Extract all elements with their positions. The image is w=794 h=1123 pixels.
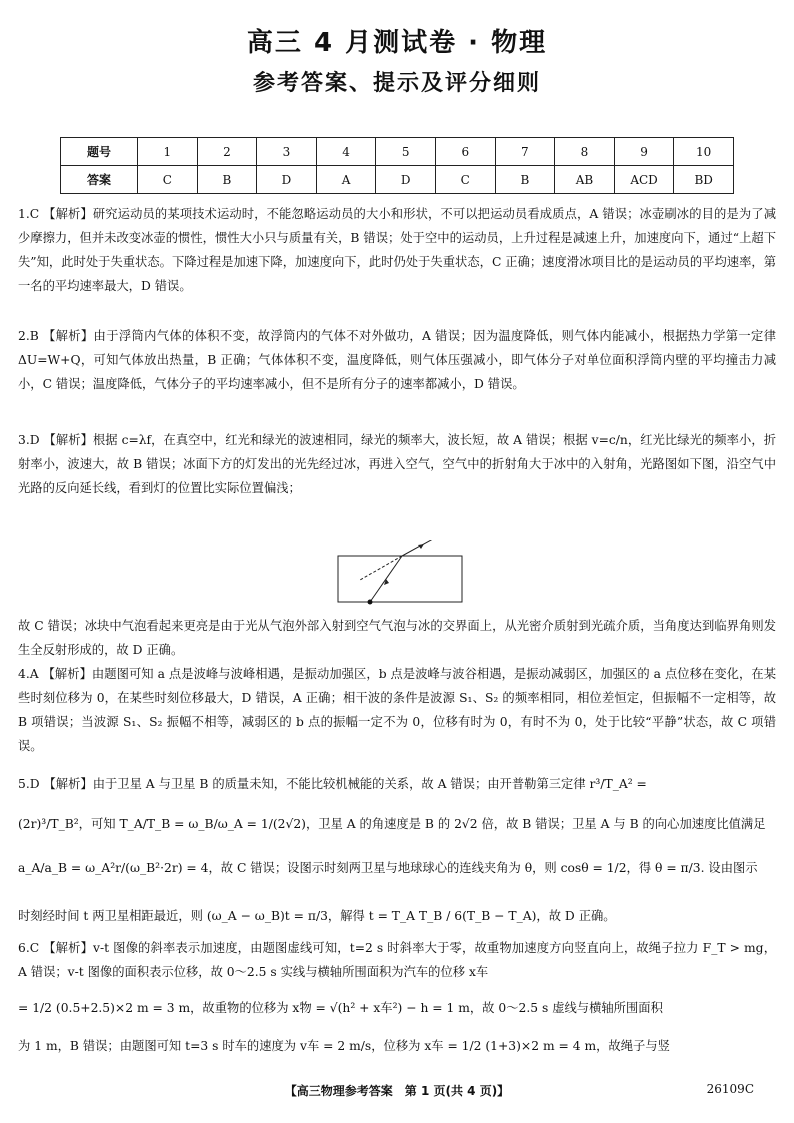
document-code: 26109C: [706, 1082, 754, 1096]
solution-4: 4.A 【解析】由题图可知 a 点是波峰与波峰相遇，是振动加强区，b 点是波峰与波谷相遇，是振动减弱区，加强区的 a 点位移在变化，在某些时刻位移为 0，在某些时刻位移最大，D 错误，A 正确；相干波的条件是波源 S₁、S₂ 的频率相同，相位差恒定，但振幅不一定相等，故 B 项错误；当波源 S₁、S₂ 振幅不相等，减弱区的 b 点的振幅一定不为 0，位移有时为 0，有时不为 0，处于比较“平静”状态，故 C 项错误。: [18, 667, 776, 753]
row-label-answer: 答案: [61, 166, 138, 194]
solution-3-part-2: 故 C 错误；冰块中气泡看起来更亮是由于光从气泡外部入射到空气气泡与冰的交界面上，从光密介质射到光疏介质，当角度达到临界角则发生全反射形成的，故 D 正确。: [18, 619, 776, 657]
question-number: 4: [316, 138, 376, 166]
answer-cell: A: [316, 166, 376, 194]
page-footer: 【高三物理参考答案 第 1 页(共 4 页)】: [284, 1084, 510, 1098]
question-number: 5: [376, 138, 436, 166]
answer-cell: C: [435, 166, 495, 194]
answer-cell: B: [495, 166, 555, 194]
solution-5-line-3: a_A/a_B = ω_A²r/(ω_B²·2r) = 4，故 C 错误；设图示时刻两卫星与地球球心的连线夹角为 θ，则 cosθ = 1/2，得 θ = π/3. 设由图示: [18, 861, 758, 875]
solution-5-line-2: (2r)³/T_B²，可知 T_A/T_B = ω_B/ω_A = 1/(2√2)，卫星 A 的角速度是 B 的 2√2 倍，故 B 错误；卫星 A 与 B 的向心加速度比值满足: [18, 817, 766, 831]
solution-3-part-1: 3.D 【解析】根据 c=λf，在真空中，红光和绿光的波速相同，绿光的频率大，波长短，故 A 错误；根据 v=c/n，红光比绿光的频率小，折射率小，波速大，故 B 错误；冰面下方的灯发出的光先经过冰，再进入空气，空气中的折射角大于冰中的入射角，光路图如下图，沿空气中光路的反向延长线，看到灯的位置比实际位置偏浅；: [18, 433, 776, 495]
solution-5-line-1: 5.D 【解析】由于卫星 A 与卫星 B 的质量未知，不能比较机械能的关系，故 A 错误；由开普勒第三定律 r³/T_A² =: [18, 777, 647, 791]
lamp-point: [368, 600, 373, 605]
solution-2: 2.B 【解析】由于浮筒内气体的体积不变，故浮筒内的气体不对外做功，A 错误；因为温度降低，则气体内能减小，根据热力学第一定律 ΔU=W+Q，可知气体放出热量，B 正确；气体体积不变，温度降低，则气体压强减小，即气体分子对单位面积浮筒内壁的平均撞击力减小，C 错误；温度降低，气体分子的平均速率减小，但不是所有分子的速率都减小，D 错误。: [18, 329, 776, 391]
answer-table-number-row: [61, 138, 734, 166]
question-number: 1: [138, 138, 198, 166]
ray-in-air: [402, 540, 442, 556]
solution-5-line-4: 时刻经时间 t 两卫星相距最近，则 (ω_A − ω_B)t = π/3，解得 t = T_A T_B / 6(T_B − T_A)，故 D 正确。: [18, 909, 616, 923]
solution-6-part-3: 为 1 m，B 错误；由题图可知 t=3 s 时车的速度为 v车 = 2 m/s，位移为 x车 = 1/2 (1+3)×2 m = 4 m，故绳子与竖: [18, 1039, 670, 1053]
answer-cell: ACD: [614, 166, 674, 194]
solution-1: 1.C 【解析】研究运动员的某项技术运动时，不能忽略运动员的大小和形状，不可以把运动员看成质点，A 错误；冰壶刷冰的目的是为了减少摩擦力，但并未改变冰壶的惯性，惯性大小只与质量有关，B 错误；处于空中的运动员，上升过程是减速上升，加速度向下，通过“上超下失”知，此时处于失重状态。下降过程是加速下降，加速度向下，此时仍处于失重状态，C 正确；速度滑冰项目比的是运动员的平均速率，第一名的平均速率最大，D 错误。: [18, 207, 776, 293]
ray-arrow-icon: [384, 579, 389, 585]
question-number: 2: [197, 138, 257, 166]
answer-cell: D: [376, 166, 436, 194]
row-label-number: 题号: [61, 138, 138, 166]
solution-6-part-1: 6.C 【解析】v-t 图像的斜率表示加速度，由题图虚线可知，t=2 s 时斜率大于零，故重物加速度方向竖直向上，故绳子拉力 F_T > mg，A 错误；v-t 图像的面积表示位移，故 0～2.5 s 实线与横轴所围面积为汽车的位移 x车: [18, 941, 776, 979]
answer-table: [60, 137, 734, 194]
page-subtitle: 参考答案、提示及评分细则: [252, 71, 541, 96]
question-number: 10: [674, 138, 734, 166]
question-number: 3: [257, 138, 317, 166]
question-number: 6: [435, 138, 495, 166]
answer-cell: C: [138, 166, 198, 194]
question-number: 9: [614, 138, 674, 166]
answer-cell: BD: [674, 166, 734, 194]
question-number: 7: [495, 138, 555, 166]
answer-cell: B: [197, 166, 257, 194]
reverse-extension-line: [360, 556, 402, 580]
refraction-diagram: [336, 540, 466, 612]
answer-cell: AB: [555, 166, 615, 194]
page-title: 高三 4 月测试卷 · 物理: [246, 28, 548, 58]
ice-block: [338, 556, 462, 602]
solution-6-part-2: = 1/2 (0.5+2.5)×2 m = 3 m，故重物的位移为 x物 = √(h² + x车²) − h = 1 m，故 0～2.5 s 虚线与横轴所围面积: [18, 1001, 663, 1015]
answer-table-answer-row: [61, 166, 734, 194]
answer-cell: D: [257, 166, 317, 194]
question-number: 8: [555, 138, 615, 166]
